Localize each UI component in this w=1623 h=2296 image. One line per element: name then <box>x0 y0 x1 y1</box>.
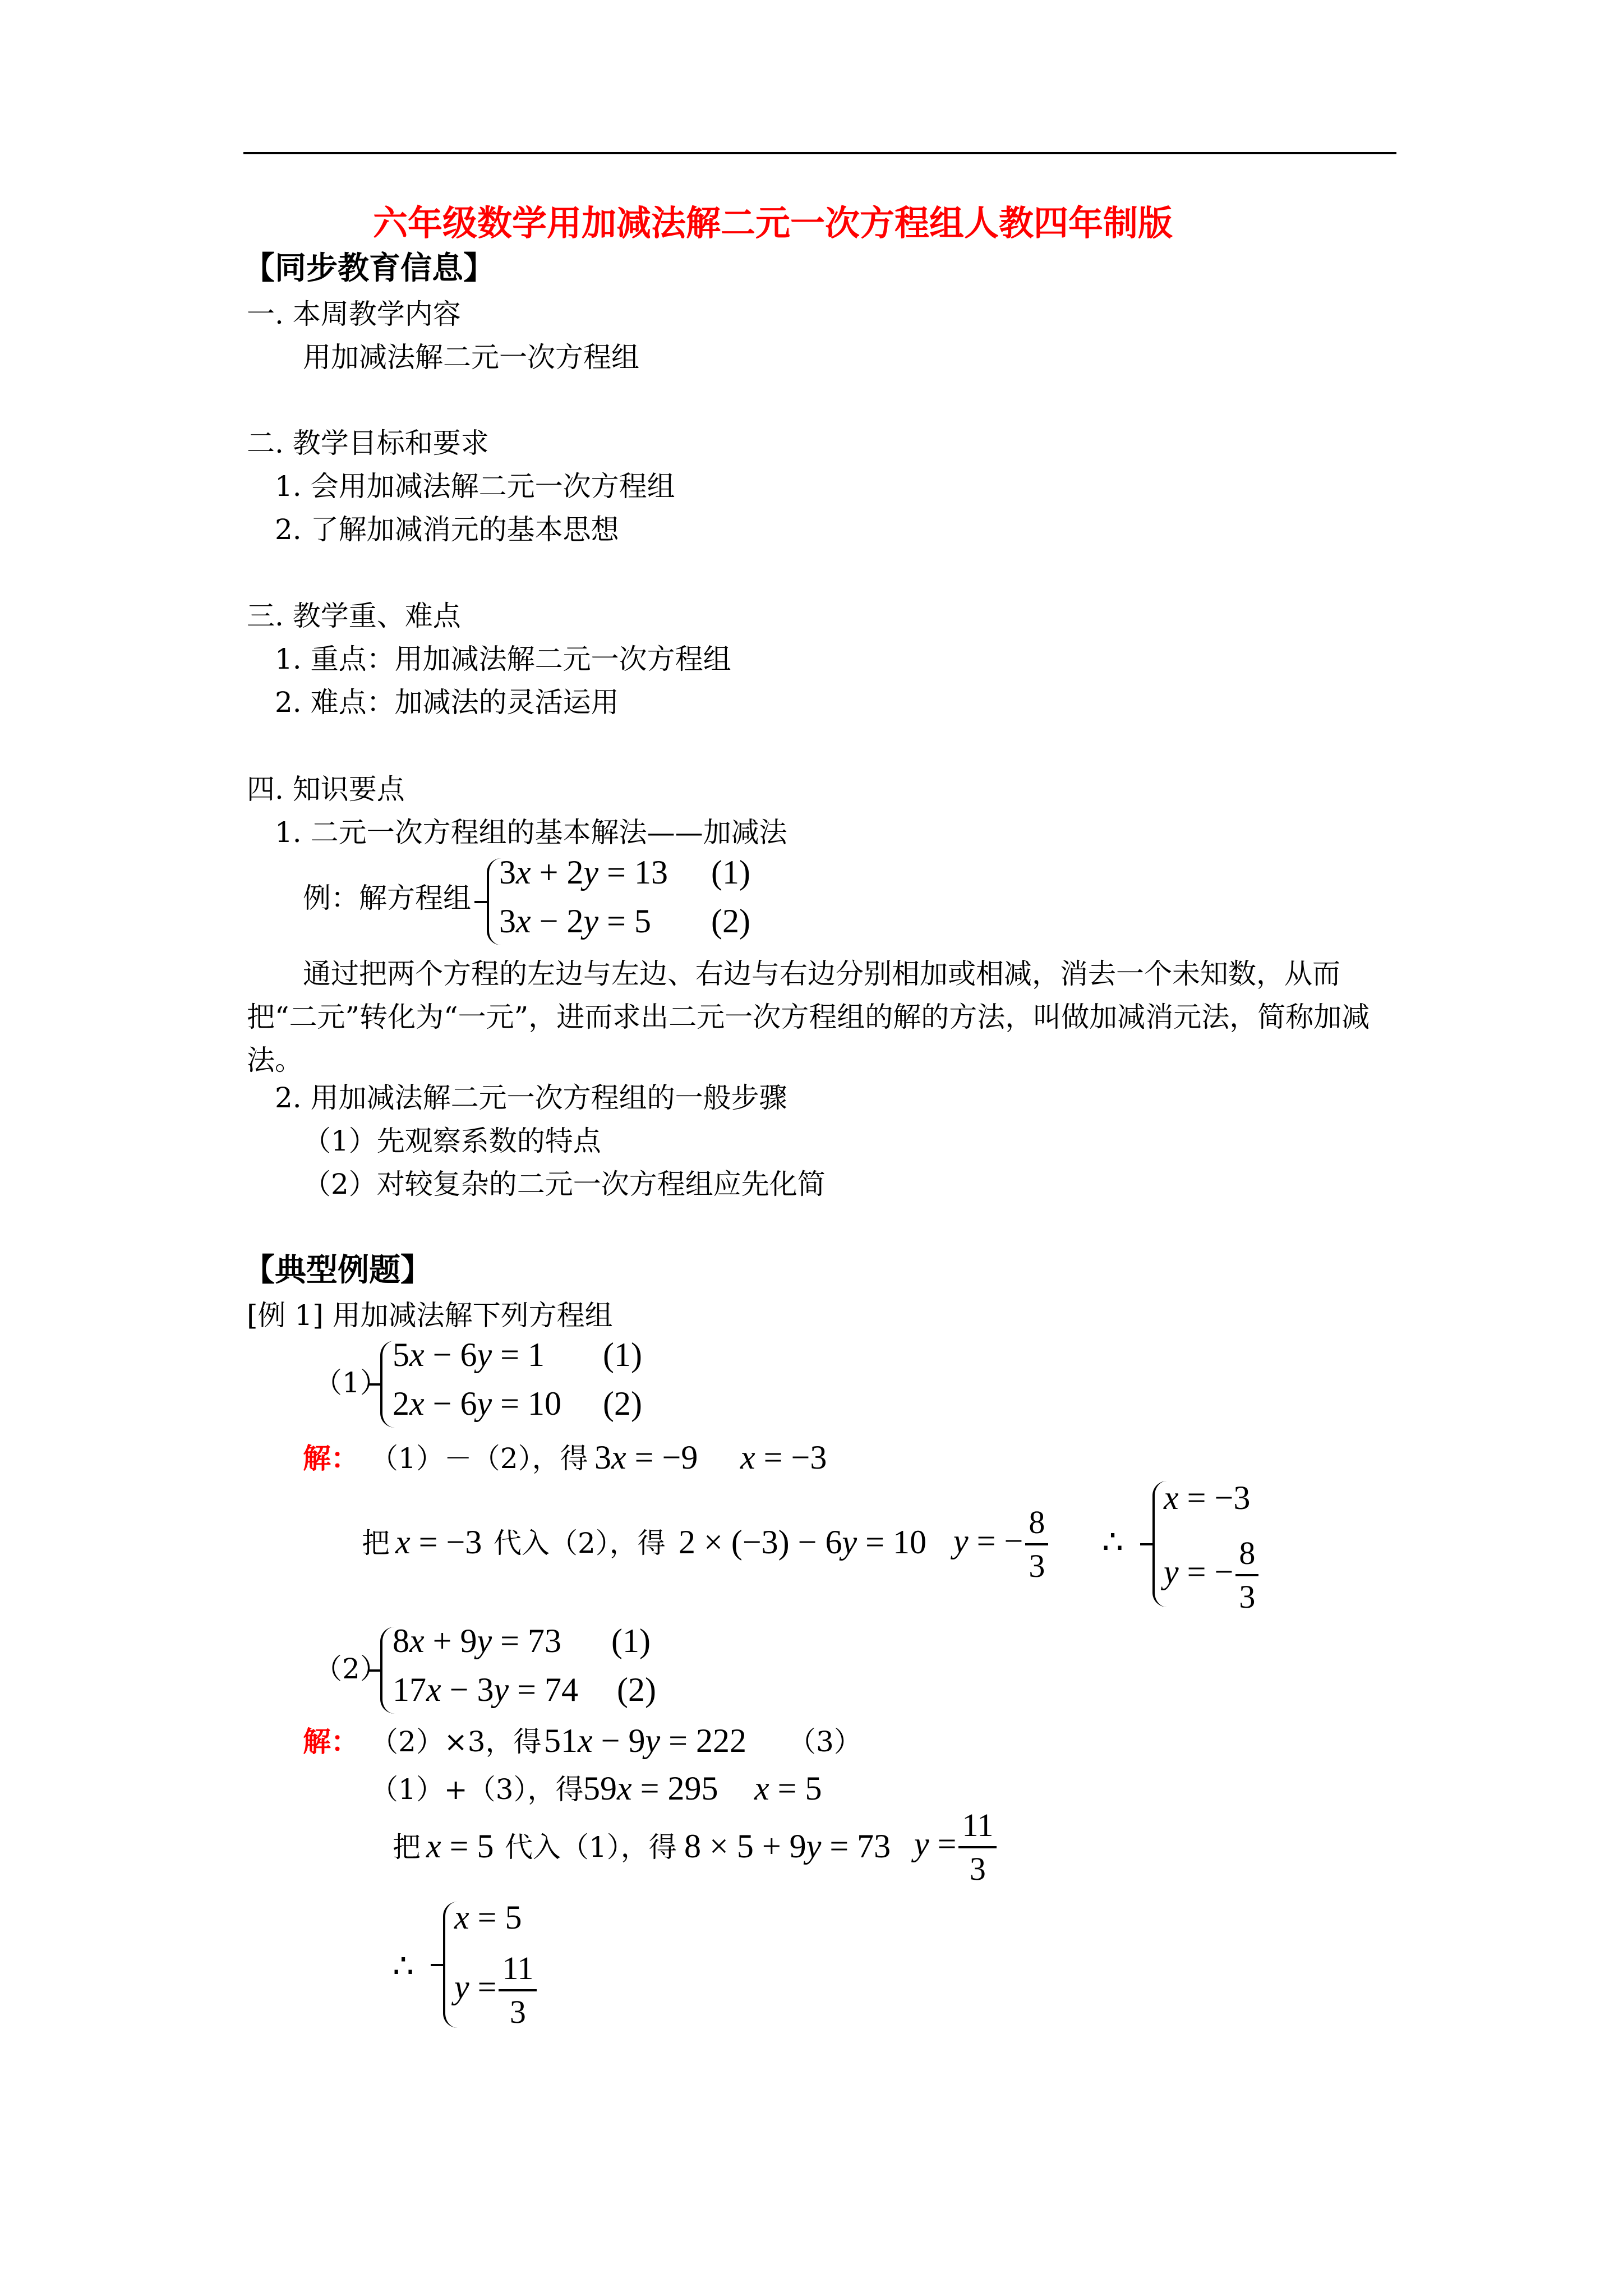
header-rule <box>243 152 1396 154</box>
solution-equation: 3x = −9 <box>594 1439 698 1476</box>
substitute-value: x = 5 <box>426 1828 494 1865</box>
equation-1: 5x − 6y = 1 <box>393 1336 545 1373</box>
solution-result: x = −3 <box>740 1439 827 1476</box>
fraction-numerator: 8 <box>1235 1537 1258 1576</box>
step-item: （1）先观察系数的特点 <box>303 1125 601 1157</box>
equation-2-tag: (2) <box>603 1385 642 1422</box>
solution-result: x = 5 <box>754 1770 822 1807</box>
step-item: （2）对较复杂的二元一次方程组应先化简 <box>303 1168 826 1200</box>
fraction <box>1235 1537 1258 1613</box>
section-3-item: 2. 难点：加减法的灵活运用 <box>275 686 619 719</box>
solution-result <box>953 1506 1050 1582</box>
section-1-content: 用加减法解二元一次方程组 <box>303 341 639 374</box>
section-3-heading: 三. 教学重、难点 <box>247 600 461 632</box>
fraction-denominator: 3 <box>509 1994 526 2030</box>
fraction-denominator: 3 <box>1029 1548 1045 1584</box>
therefore-symbol: ∴ <box>393 1948 414 1985</box>
result-lhs: y = <box>914 1825 957 1862</box>
sync-header: 【同步教育信息】 <box>243 250 495 287</box>
equation-1-tag: (1) <box>603 1336 642 1373</box>
fraction <box>499 1952 537 2028</box>
solution-equation: 51x − 9y = 222 <box>544 1722 746 1759</box>
section-2-heading: 二. 教学目标和要求 <box>247 427 489 459</box>
equation-1-tag: (1) <box>711 854 750 891</box>
example-label: 例：解方程组 <box>303 882 471 914</box>
problem-1-number: （1） <box>314 1366 388 1399</box>
answer-x: x = 5 <box>454 1899 522 1936</box>
equation-tag: （3） <box>788 1726 862 1758</box>
fraction-denominator: 3 <box>1239 1579 1256 1615</box>
equation-2: 17x − 3y = 74 <box>393 1671 578 1708</box>
answer-y-lhs: y = <box>454 1968 497 2005</box>
section-1-heading: 一. 本周教学内容 <box>247 298 461 330</box>
result-lhs: y = − <box>953 1522 1023 1559</box>
solution-step-text: （1）+（3），得 <box>370 1773 584 1806</box>
solution-result <box>914 1809 999 1885</box>
equation-2-tag: (2) <box>617 1671 656 1708</box>
solution-equation: 59x = 295 <box>583 1770 718 1807</box>
equation-1: 3x + 2y = 13 <box>499 854 668 891</box>
problem-2-number: （2） <box>314 1653 388 1685</box>
fraction-numerator: 11 <box>958 1809 997 1848</box>
example-1-label: [例 1] 用加减法解下列方程组 <box>247 1299 613 1332</box>
therefore-symbol: ∴ <box>1102 1524 1124 1561</box>
section-4-heading: 四. 知识要点 <box>247 773 405 806</box>
fraction <box>958 1809 997 1885</box>
section-3-item: 1. 重点：用加减法解二元一次方程组 <box>275 643 731 675</box>
solution-step-text: （2）×3，得 <box>370 1726 542 1758</box>
equation-2: 3x − 2y = 5 <box>499 903 651 940</box>
examples-header: 【典型例题】 <box>243 1251 432 1289</box>
substitute-text: 代入（1），得 <box>505 1831 677 1864</box>
equation-1-tag: (1) <box>611 1622 651 1659</box>
equation-1: 8x + 9y = 73 <box>393 1622 561 1659</box>
substitute-text: 把 <box>362 1527 390 1559</box>
answer-x: x = −3 <box>1164 1479 1251 1516</box>
solution-equation: 2 × (−3) − 6y = 10 <box>679 1524 926 1561</box>
equation-2: 2x − 6y = 10 <box>393 1385 561 1422</box>
answer-y <box>454 1952 539 2028</box>
equation-2-tag: (2) <box>711 903 750 940</box>
fraction-numerator: 8 <box>1025 1506 1048 1545</box>
solution-label: 解： <box>303 1442 359 1475</box>
solution-equation: 8 × 5 + 9y = 73 <box>684 1828 891 1865</box>
section-2-item: 1. 会用加减法解二元一次方程组 <box>275 470 675 503</box>
section-4-item-1: 1. 二元一次方程组的基本解法——加减法 <box>275 816 787 849</box>
document-title: 六年级数学用加减法解二元一次方程组人教四年制版 <box>373 203 1173 243</box>
fraction-denominator: 3 <box>969 1851 986 1887</box>
answer-y <box>1164 1537 1261 1613</box>
fraction-numerator: 11 <box>499 1952 537 1991</box>
solution-label: 解： <box>303 1725 359 1758</box>
section-2-item: 2. 了解加减消元的基本思想 <box>275 513 619 546</box>
answer-y-lhs: y = − <box>1164 1553 1234 1590</box>
section-4-item-2: 2. 用加减法解二元一次方程组的一般步骤 <box>275 1082 787 1114</box>
substitute-text: 把 <box>393 1831 421 1864</box>
substitute-value: x = −3 <box>395 1524 482 1561</box>
fraction <box>1025 1506 1048 1582</box>
method-paragraph: 通过把两个方程的左边与左边、右边与右边分别相加或相减，消去一个未知数，从而把“二元”转化为“一元”，进而求出二元一次方程组的解的方法，叫做加减消元法，简称加减法。 <box>247 958 1370 1076</box>
solution-step-text: （1）－（2），得 <box>370 1442 588 1475</box>
substitute-text: 代入（2），得 <box>494 1527 666 1559</box>
